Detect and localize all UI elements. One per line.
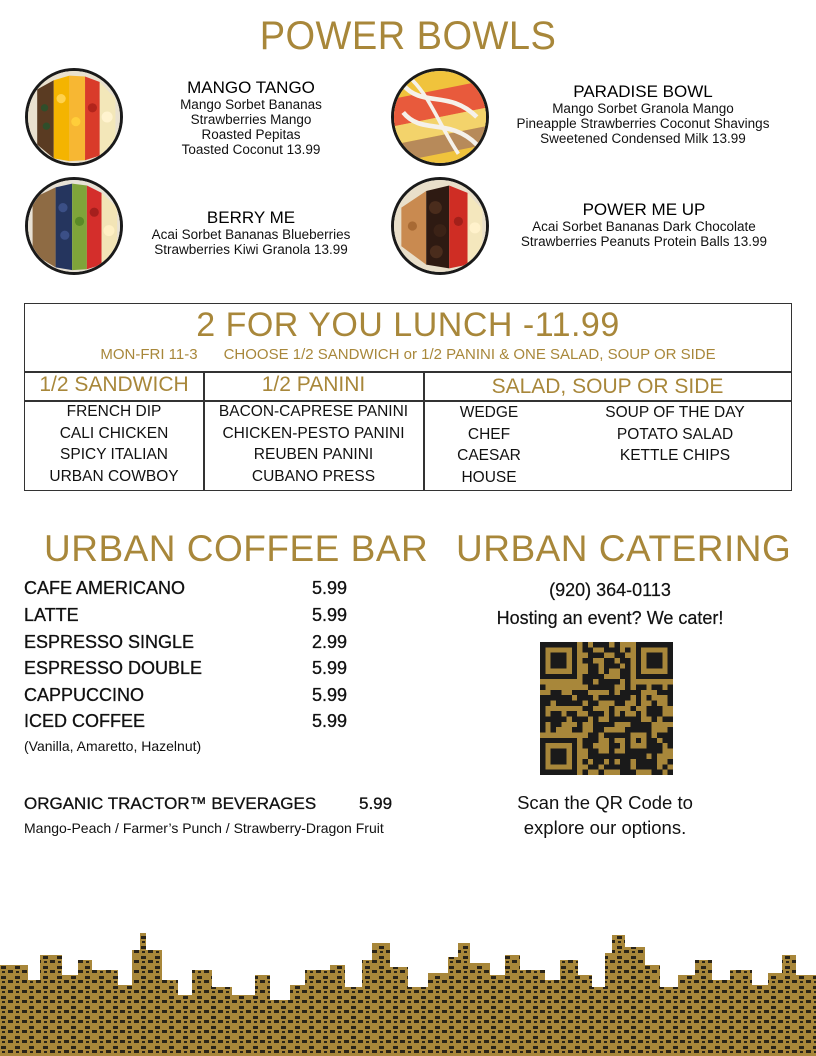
city-skyline-image xyxy=(0,925,816,1056)
item-line: Acai Sorbet Bananas Dark Chocolate xyxy=(532,219,756,234)
item-line: Strawberries Kiwi Granola 13.99 xyxy=(154,242,348,257)
lunch-special-box xyxy=(24,303,792,491)
power-bowls-title: POWER BOWLS xyxy=(259,14,557,58)
list-item: CUBANO PRESS xyxy=(251,467,376,485)
item-name: BERRY ME xyxy=(206,208,296,227)
organic-beverages-flavors: Mango-Peach / Farmer’s Punch / Strawberry-Dragon Fruit xyxy=(24,820,384,836)
list-item: CHICKEN-PESTO PANINI xyxy=(222,424,405,442)
list-item: WEDGE xyxy=(459,404,519,421)
salad-list xyxy=(424,402,554,488)
scan-line-1: Scan the QR Code to xyxy=(517,792,693,813)
item-name: MANGO TANGO xyxy=(187,78,315,97)
coffee-item-price: 5.99 xyxy=(312,711,348,731)
list-item: CAESAR xyxy=(457,447,521,464)
menu-item-berry-me xyxy=(132,208,370,257)
list-item: CALI CHICKEN xyxy=(59,424,169,442)
coffee-item-price: 5.99 xyxy=(312,658,348,678)
coffee-item xyxy=(24,605,364,631)
side-list xyxy=(580,402,770,467)
coffee-flavors: (Vanilla, Amaretto, Hazelnut) xyxy=(24,738,202,754)
list-item: REUBEN PANINI xyxy=(253,446,374,463)
lunch-days: MON-FRI 11-3 xyxy=(100,346,198,363)
column-header-panini: 1/2 PANINI xyxy=(261,373,366,396)
list-item: SOUP OF THE DAY xyxy=(605,404,745,421)
qr-code-icon[interactable] xyxy=(540,641,673,776)
catering-title: URBAN CATERING xyxy=(456,528,792,569)
panini-list xyxy=(204,401,423,487)
item-line: Mango Sorbet Bananas xyxy=(180,97,322,112)
coffee-item xyxy=(24,578,364,604)
coffee-item-name: ESPRESSO DOUBLE xyxy=(24,658,203,678)
column-header-salad-soup-side: SALAD, SOUP OR SIDE xyxy=(491,375,724,398)
coffee-item xyxy=(24,658,364,684)
item-line: Toasted Coconut 13.99 xyxy=(181,142,321,157)
coffee-item-price: 5.99 xyxy=(312,605,348,625)
item-line: Sweetened Condensed Milk 13.99 xyxy=(540,131,746,146)
coffee-item-name: ICED COFFEE xyxy=(24,711,146,731)
item-line: Acai Sorbet Bananas Blueberries xyxy=(151,227,351,242)
coffee-item-name: ESPRESSO SINGLE xyxy=(24,632,195,652)
menu-item-power-me-up xyxy=(498,200,790,249)
list-item: HOUSE xyxy=(461,468,517,486)
item-line: Pineapple Strawberries Coconut Shavings xyxy=(516,116,770,131)
list-item: CHEF xyxy=(467,425,511,443)
catering-tagline: Hosting an event? We cater! xyxy=(496,608,724,628)
item-line: Roasted Pepitas xyxy=(201,127,301,142)
coffee-item-name: LATTE xyxy=(24,605,79,625)
list-item: URBAN COWBOY xyxy=(49,467,179,485)
organic-beverages-name: ORGANIC TRACTOR™ BEVERAGES xyxy=(24,794,317,813)
lunch-title: 2 FOR YOU LUNCH -11.99 xyxy=(196,306,620,344)
lunch-subtitle xyxy=(25,346,791,363)
coffee-item-price: 5.99 xyxy=(312,578,348,598)
list-item: POTATO SALAD xyxy=(616,425,734,443)
coffee-item-name: CAPPUCCINO xyxy=(24,685,145,705)
coffee-item xyxy=(24,632,364,658)
scan-line-2: explore our options. xyxy=(523,817,687,838)
menu-item-paradise-bowl xyxy=(496,82,790,146)
scan-instructions xyxy=(470,790,740,840)
power-me-up-bowl-image xyxy=(391,177,489,275)
coffee-bar-title: URBAN COFFEE BAR xyxy=(44,528,429,569)
sandwich-list xyxy=(25,401,203,487)
catering-phone: (920) 364-0113 xyxy=(549,580,671,600)
coffee-item-price: 5.99 xyxy=(312,685,348,705)
list-item: BACON-CAPRESE PANINI xyxy=(218,403,409,420)
item-line: Strawberries Mango xyxy=(190,112,312,127)
organic-beverages-price: 5.99 xyxy=(359,794,393,813)
mango-tango-bowl-image xyxy=(25,68,123,166)
menu-item-mango-tango xyxy=(160,78,342,157)
list-item: SPICY ITALIAN xyxy=(60,446,168,463)
paradise-bowl-image xyxy=(391,68,489,166)
item-line: Strawberries Peanuts Protein Balls 13.99 xyxy=(520,234,768,249)
item-line: Mango Sorbet Granola Mango xyxy=(552,101,734,116)
item-name: PARADISE BOWL xyxy=(573,82,713,101)
berry-me-bowl-image xyxy=(25,177,123,275)
coffee-item-name: CAFE AMERICANO xyxy=(24,578,186,598)
coffee-item xyxy=(24,711,364,737)
item-name: POWER ME UP xyxy=(582,200,706,219)
lunch-description: CHOOSE 1/2 SANDWICH or 1/2 PANINI & ONE SALAD, SOUP OR SIDE xyxy=(223,346,716,363)
list-item: FRENCH DIP xyxy=(66,403,162,420)
list-item: KETTLE CHIPS xyxy=(619,447,731,464)
column-header-sandwich: 1/2 SANDWICH xyxy=(39,373,189,396)
coffee-item-price: 2.99 xyxy=(312,632,348,652)
coffee-item xyxy=(24,685,364,711)
